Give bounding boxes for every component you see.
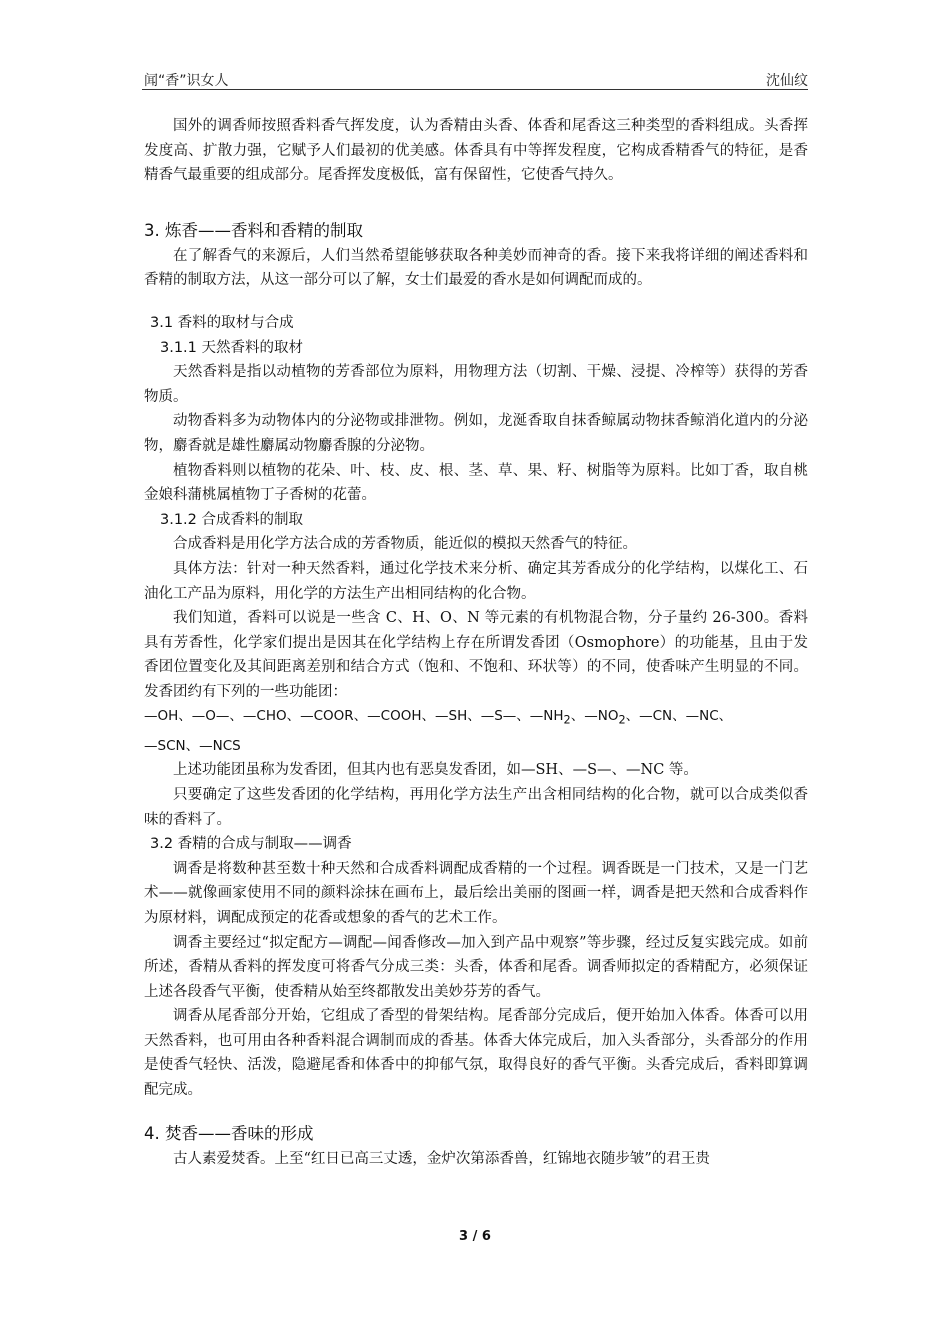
section-3-1-1-paragraph-3: 植物香料则以植物的花朵、叶、枝、皮、根、茎、草、果、籽、树脂等为原料。比如丁香，取自桃金娘科蒲桃属植物丁子香树的花蕾。 bbox=[144, 462, 808, 504]
section-3-1-heading: 3.1 香料的取材与合成 bbox=[150, 314, 294, 331]
section-3-1-1-paragraph-1: 天然香料是指以动植物的芳香部位为原料，用物理方法（切割、干燥、浸提、冷榨等）获得的芳香物质。 bbox=[144, 364, 808, 405]
functional-groups-line-2: —SCN、—NCS bbox=[144, 737, 241, 754]
section-3-1-2-paragraph-2: 具体方法：针对一种天然香料，通过化学技术来分析、确定其芳香成分的化学结构，以煤化工、石油化工产品为原料，用化学的方法生产出相同结构的化合物。 bbox=[144, 560, 808, 602]
header-rule bbox=[142, 89, 808, 90]
section-3-1-2-paragraph-3: 我们知道，香料可以说是一些含 C、H、O、N 等元素的有机物混合物，分子量约 26-300。香料具有芳香性，化学家们提出是因其在化学结构上存在所谓发香团（Osmophore）的功能基，且由于发香团位置变化及其间距离差别和结合方式（饱和、不饱和、环状等）的不同，使香味产生明显的不同。发香团约有下列的一些功能团： bbox=[144, 610, 808, 700]
intro-paragraph: 国外的调香师按照香料香气挥发度，认为香精由头香、体香和尾香这三种类型的香料组成。头香挥发度高、扩散力强，它赋予人们最初的优美感。体香具有中等挥发程度，它构成香精香气的特征，是香精香气最重要的组成部分。尾香挥发度极低，富有保留性，它使香气持久。 bbox=[144, 118, 808, 184]
section-3-2-heading: 3.2 香精的合成与制取——调香 bbox=[150, 836, 352, 853]
section-3-1-2-paragraph-1: 合成香料是用化学方法合成的芳香物质，能近似的模拟天然香气的特征。 bbox=[173, 536, 637, 553]
section-3-1-1-heading: 3.1.1 天然香料的取材 bbox=[160, 339, 304, 356]
section-3-intro: 在了解香气的来源后，人们当然希望能够获取各种美妙而神奇的香。接下来我将详细的阐述香料和香精的制取方法，从这一部分可以了解，女士们最爱的香水是如何调配而成的。 bbox=[144, 247, 808, 289]
section-3-1-2-paragraph-5: 只要确定了这些发香团的化学结构，再用化学方法生产出含相同结构的化合物，就可以合成类似香味的香料了。 bbox=[144, 786, 808, 828]
groups-part-c: 、—CN、—NC、 bbox=[625, 708, 733, 725]
groups-subscript-1: 2 bbox=[563, 714, 571, 728]
section-3-1-2-heading: 3.1.2 合成香料的制取 bbox=[160, 511, 304, 528]
header-author: 沈仙纹 bbox=[766, 73, 808, 89]
groups-part-b: 、—NO bbox=[570, 708, 619, 725]
page-number: 3 / 6 bbox=[459, 1229, 491, 1244]
section-4-paragraph-1: 古人素爱焚香。上至“红日已高三丈透，金炉次第添香兽，红锦地衣随步皱”的君王贵 bbox=[173, 1150, 710, 1167]
functional-groups-line-1 bbox=[144, 704, 808, 733]
section-3-2-paragraph-1: 调香是将数种甚至数十种天然和合成香料调配成香精的一个过程。调香既是一门技术，又是一门艺术——就像画家使用不同的颜料涂抹在画布上，最后绘出美丽的图画一样，调香是把天然和合成香料作为原材料，调配成预定的花香或想象的香气的艺术工作。 bbox=[144, 860, 808, 926]
section-3-1-1-paragraph-2: 动物香料多为动物体内的分泌物或排泄物。例如，龙涎香取自抹香鲸属动物抹香鲸消化道内的分泌物，麝香就是雄性麝属动物麝香腺的分泌物。 bbox=[144, 413, 808, 454]
groups-part-a: —OH、—O—、—CHO、—COOR、—COOH、—SH、—S—、—NH bbox=[144, 708, 564, 725]
section-3-heading: 3. 炼香——香料和香精的制取 bbox=[144, 220, 363, 240]
section-3-1-2-paragraph-4: 上述功能团虽称为发香团，但其内也有恶臭发香团，如—SH、—S—、—NC 等。 bbox=[173, 762, 698, 779]
section-3-2-paragraph-2: 调香主要经过“拟定配方—调配—闻香修改—加入到产品中观察”等步骤，经过反复实践完成。如前所述，香精从香料的挥发度可将香气分成三类：头香，体香和尾香。调香师拟定的香精配方，必须保证上述各段香气平衡，使香精从始至终都散发出美妙芬芳的香气。 bbox=[144, 934, 808, 1000]
header-title: 闻“香”识女人 bbox=[144, 73, 229, 89]
page-body bbox=[144, 114, 808, 1171]
groups-subscript-2: 2 bbox=[618, 714, 626, 728]
section-4-heading: 4. 焚香——香味的形成 bbox=[144, 1123, 314, 1143]
section-3-2-paragraph-3: 调香从尾香部分开始，它组成了香型的骨架结构。尾香部分完成后，便开始加入体香。体香可以用天然香料，也可用由各种香料混合调制而成的香基。体香大体完成后，加入头香部分，头香部分的作用是使香气轻快、活泼，隐避尾香和体香中的抑郁气氛，取得良好的香气平衡。头香完成后，香料即算调配完成。 bbox=[144, 1008, 808, 1099]
